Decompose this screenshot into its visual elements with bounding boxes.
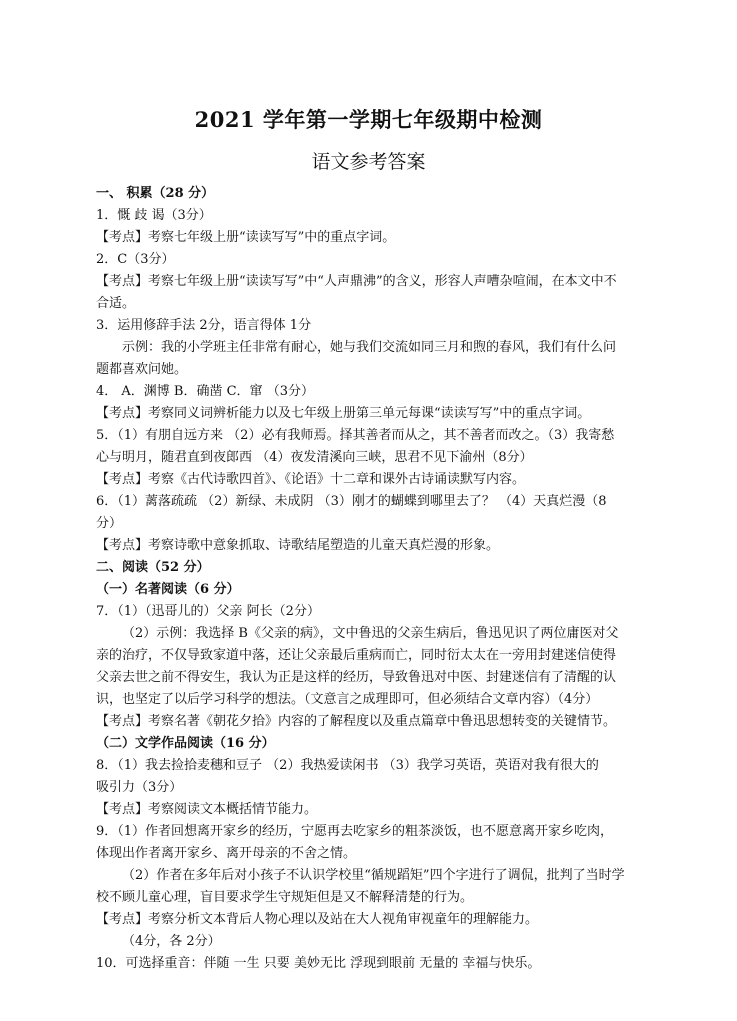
- section-heading: 二、阅读（52 分）: [96, 560, 210, 575]
- section-heading: （一）名著阅读（6 分）: [96, 582, 240, 597]
- answer-body: [96, 183, 666, 975]
- answer-line: 父亲去世之前不得安生，我认为正是这样的经历，导致鲁迅对中医、封建迷信有了清醒的认: [96, 670, 617, 685]
- answer-line: （4分，各 2分）: [122, 934, 221, 949]
- answer-line: 分）: [96, 516, 123, 531]
- answer-line: 3．运用修辞手法 2分，语言得体 1分: [96, 318, 312, 333]
- answer-line: 【考点】考察分析文本背后人物心理以及站在大人视角审视童年的理解能力。: [96, 912, 539, 927]
- section-heading: （二）文学作品阅读（16 分）: [96, 736, 275, 751]
- answer-line: 心与明月，随君直到夜郎西 （4）夜发清溪向三峡，思君不见下渝州（8分）: [96, 450, 533, 465]
- answer-line: 【考点】考察名著《朝花夕拾》内容的了解程度以及重点篇章中鲁迅思想转变的关键情节。: [96, 714, 617, 729]
- answer-line: 5．（1）有朋自远方来 （2）必有我师焉。择其善者而从之，其不善者而改之。（3）我寄愁: [96, 428, 615, 443]
- answer-line: 【考点】考察七年级上册“读读写写”中的重点字词。: [96, 230, 396, 245]
- answer-line: 题都喜欢问她。: [96, 362, 188, 377]
- answer-line: 7．（1）（迅哥儿的）父亲 阿长（2分）: [96, 604, 320, 619]
- answer-line: 【考点】考察同义词辨析能力以及七年级上册第三单元每课“读读写写”中的重点字词。: [96, 406, 591, 421]
- answer-line: 合适。: [96, 296, 136, 311]
- answer-line: 体现出作者离开家乡、离开母亲的不舍之情。: [96, 846, 357, 861]
- answer-line: 1．慨 歧 谒（3分）: [96, 208, 212, 223]
- answer-line: 8．（1）我去捡拾麦穗和豆子 （2）我热爱读闲书 （3）我学习英语，英语对我有很大的: [96, 758, 599, 773]
- document-title: 2021 学年第一学期七年级期中检测: [194, 107, 543, 132]
- answer-line: 【考点】考察诗歌中意象抓取、诗歌结尾塑造的儿童天真烂漫的形象。: [96, 538, 500, 553]
- answer-line: 【考点】考察七年级上册“读读写写”中“人声鼎沸”的含义，形容人声嘈杂喧闹，在本文中不: [96, 274, 617, 289]
- answer-line: 9．（1）作者回想离开家乡的经历，宁愿再去吃家乡的粗茶淡饭，也不愿意离开家乡吃肉，: [96, 824, 614, 839]
- answer-line: （2）示例：我选择 B《父亲的病》，文中鲁迅的父亲生病后，鲁迅见识了两位庸医对父: [122, 626, 619, 641]
- answer-line: 示例：我的小学班主任非常有耐心，她与我们交流如同三月和煦的春风，我们有什么问: [122, 340, 617, 355]
- answer-line: 6．（1）蓠落疏疏 （2）新绿、未成阴 （3）刚才的蝴蝶到哪里去了？ （4）天真烂漫（8: [96, 494, 607, 509]
- answer-line: （2）作者在多年后对小孩子不认识学校里“循规蹈矩”四个字进行了调侃，批判了当时学: [122, 868, 625, 883]
- answer-line: 识，也坚定了以后学习科学的想法。（文意言之成理即可，但必须结合文章内容）（4分）: [96, 692, 599, 707]
- answer-line: 亲的治疗，不仅导致家道中落，还让父亲最后重病而亡，同时衍太太在一旁用封建迷信使得: [96, 648, 617, 663]
- answer-line: 【考点】考察阅读文本概括情节能力。: [96, 802, 318, 817]
- section-heading: 一、 积累（28 分）: [96, 186, 215, 201]
- document-subtitle: 语文参考答案: [311, 151, 426, 173]
- answer-line: 10．可选择重音：伴随 一生 只要 美妙无比 浮现到眼前 无量的 幸福与快乐。: [96, 956, 541, 971]
- answer-line: 吸引力（3分）: [96, 780, 183, 795]
- answer-line: 【考点】考察《古代诗歌四首》、《论语》十二章和课外古诗诵读默写内容。: [96, 472, 526, 487]
- answer-line: 2．C（3分）: [96, 252, 175, 267]
- answer-line: 校不顾儿童心理，盲目要求学生守规矩但是又不解释清楚的行为。: [96, 890, 474, 905]
- answer-line: 4． A．渊博 B．确凿 C．窜 （3分）: [96, 384, 314, 399]
